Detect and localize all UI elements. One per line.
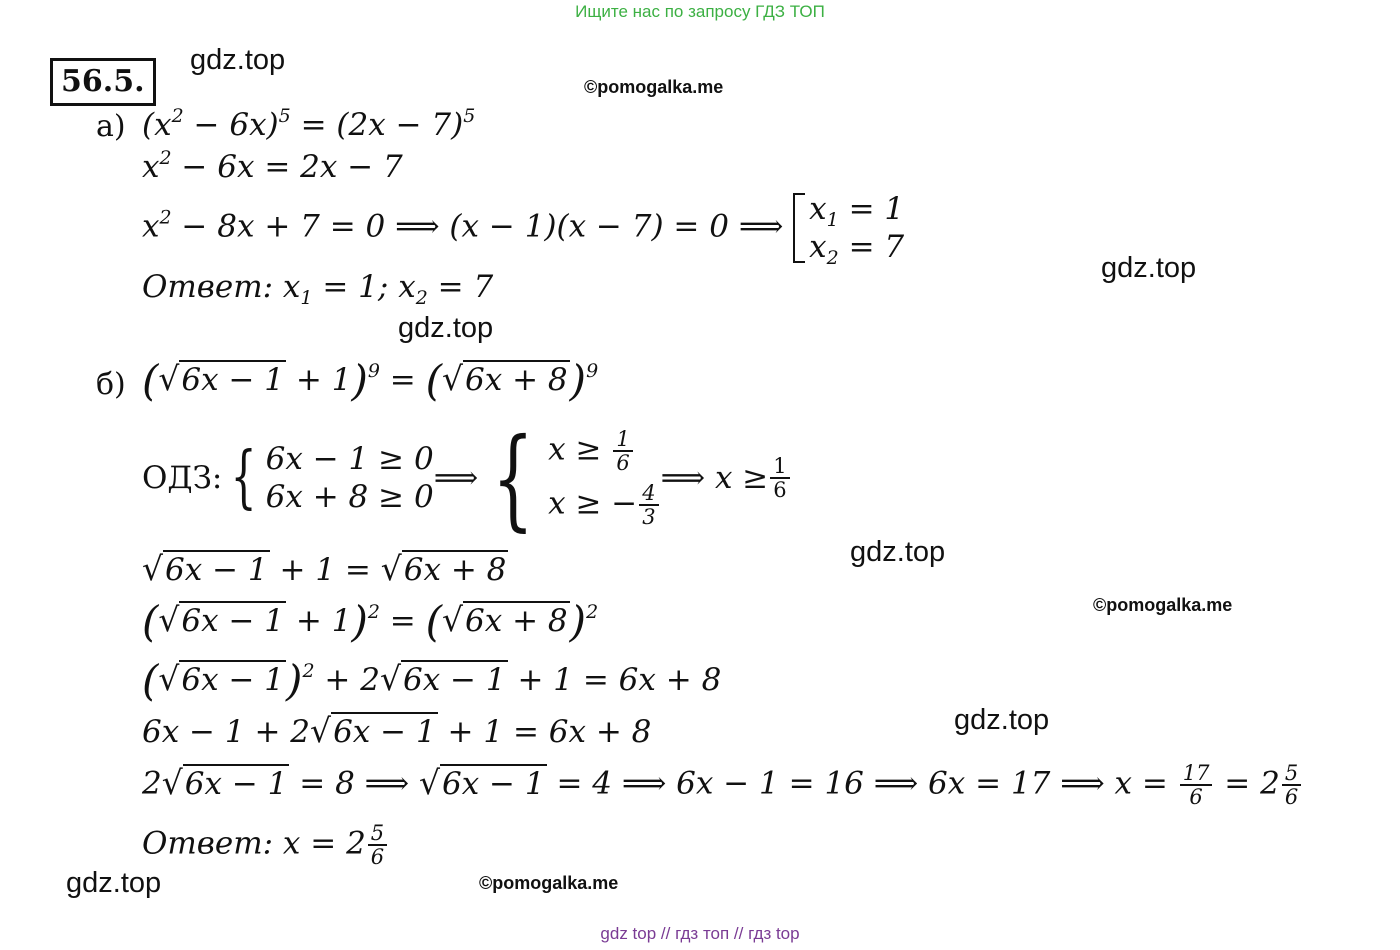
- root-2: $x_2 = 7$: [809, 229, 905, 269]
- part-a-step-1: $x^2 - 6x = 2x - 7$: [142, 147, 403, 185]
- part-b-answer: Ответ: x = 2 $\frac{5}{6}$: [142, 822, 389, 868]
- pomogalka-watermark: ©pomogalka.me: [1093, 595, 1233, 615]
- gdz-watermark: gdz.top: [850, 536, 946, 568]
- part-a-step-2: $x^2 - 8x + 7 = 0$ ⟹ (x − 1)(x − 7) = 0 ⟹ $x_1 = 1$ $x_2 = 7$: [142, 191, 905, 269]
- part-a-equation: $(x^2 - 6x)^5 = (2x - 7)^5$: [142, 105, 476, 143]
- roots-set: [793, 190, 905, 269]
- gdz-watermark: gdz.top: [954, 704, 1050, 736]
- part-b-step-1: √6x − 1 + 1 = √6x + 8: [142, 549, 507, 588]
- pomogalka-watermark: ©pomogalka.me: [479, 873, 619, 893]
- square-bracket: [793, 193, 805, 263]
- task-number: 56.5.: [50, 58, 156, 106]
- part-b-step-5: 2√6x − 1 = 8 ⟹ √6x − 1 = 4 ⟹ 6x − 1 = 16 ⟹ 6x = 17 ⟹ x = $\frac{17}{6}$ = 2 $\frac{5}{6}$: [142, 762, 1303, 808]
- odz-block: ОДЗ: { 6x − 1 ≥ 0 6x + 8 ≥ 0 ⟹ { x ≥ $\frac{1}{6}$ x ≥ − $\frac{4}{3}$ ⟹ x ≥ $\frac{1}{6}$: [142, 415, 792, 540]
- odz-label: ОДЗ:: [142, 459, 223, 496]
- part-b-label: б): [96, 367, 126, 402]
- odz-solutions: { x ≥ $\frac{1}{6}$ x ≥ − $\frac{4}{3}$: [478, 423, 661, 533]
- gdz-watermark: gdz.top: [66, 867, 162, 899]
- part-b-step-3: $(√6x - 1)^2 + 2√6x - 1 + 1 = 6x + 8$: [142, 656, 722, 705]
- part-a-label: а): [96, 109, 126, 144]
- root-1: $x_1 = 1$: [809, 191, 905, 231]
- pomogalka-watermark: ©pomogalka.me: [584, 77, 724, 97]
- footer-links: gdz top // гдз топ // гдз top: [600, 924, 800, 943]
- part-b-equation: $(√6x - 1 + 1)^9 = (√6x + 8)^9$: [142, 356, 599, 405]
- part-b-step-4: 6x − 1 + 2√6x − 1 + 1 = 6x + 8: [142, 711, 652, 750]
- gdz-watermark: gdz.top: [398, 312, 494, 344]
- part-a-answer: Ответ: $x_1 = 1$; $x_2 = 7$: [142, 269, 494, 309]
- top-banner: Ищите нас по запросу ГДЗ ТОП: [575, 2, 825, 21]
- gdz-watermark: gdz.top: [190, 44, 286, 76]
- odz-system: { 6x − 1 ≥ 0 6x + 8 ≥ 0: [231, 437, 434, 517]
- gdz-watermark: gdz.top: [1101, 252, 1197, 284]
- part-b-step-2: $(√6x - 1 + 1)^2 = (√6x + 8)^2$: [142, 597, 599, 646]
